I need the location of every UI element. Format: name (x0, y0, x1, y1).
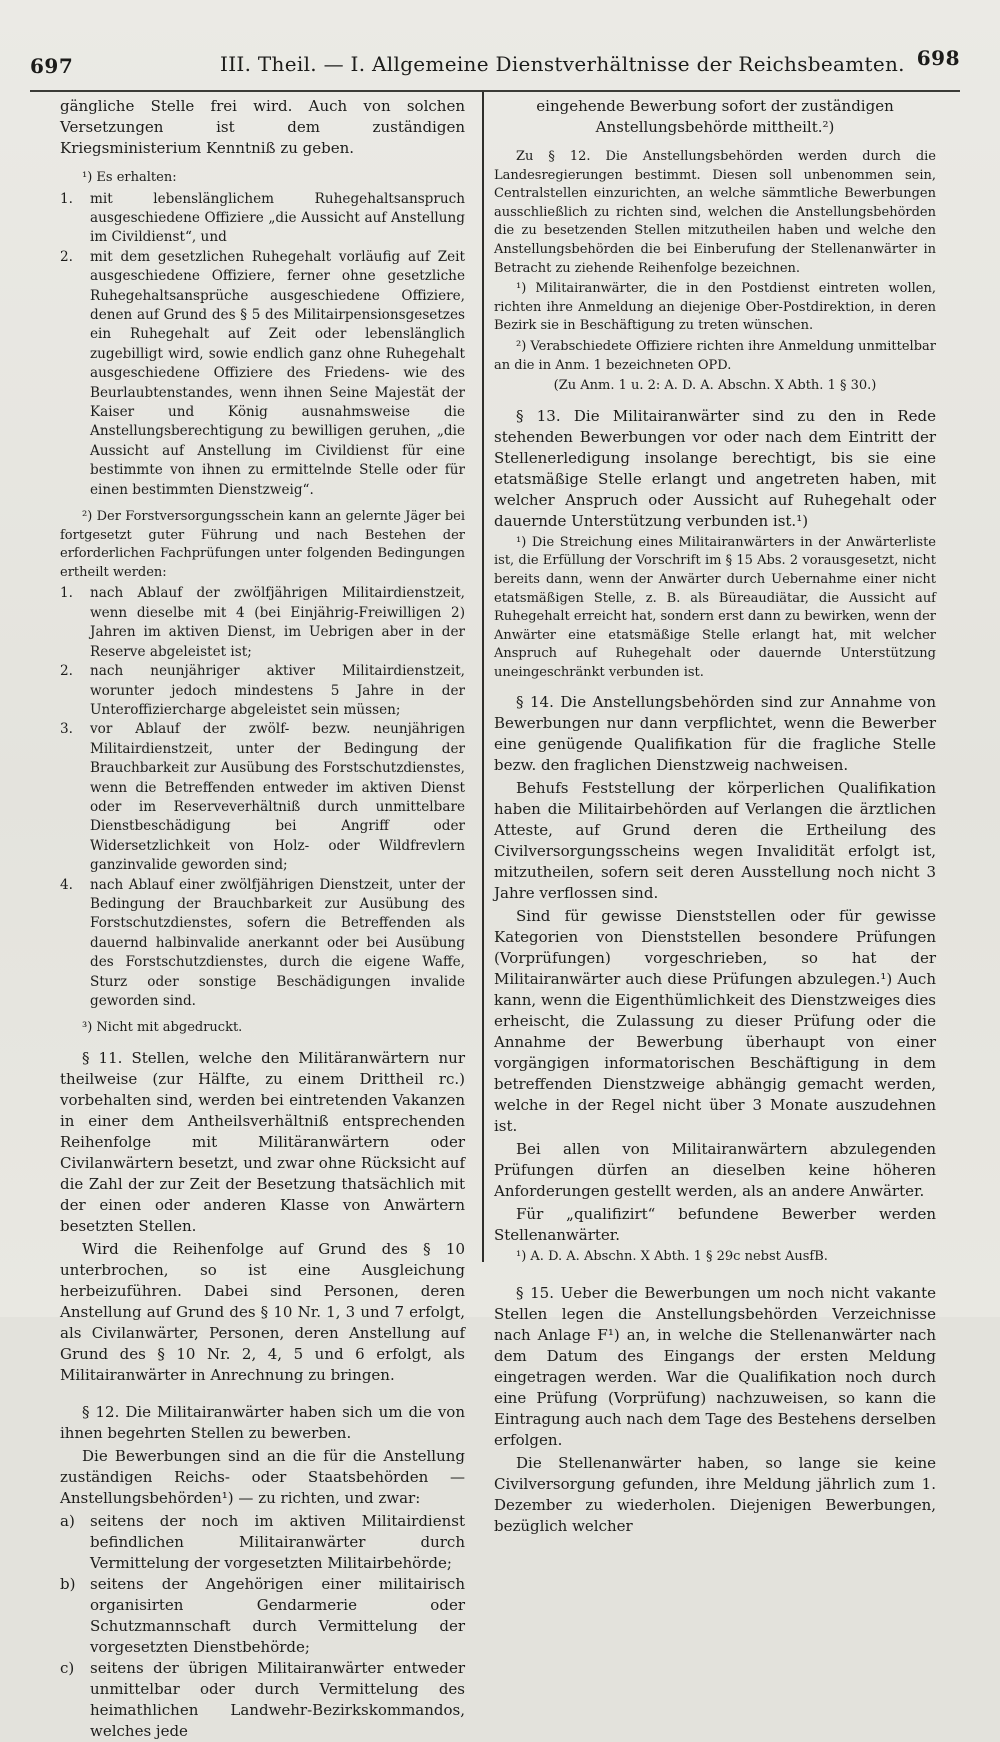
right-column (494, 96, 936, 1539)
page-header (30, 40, 960, 84)
column-divider (482, 92, 484, 1262)
page-number-left: 697 (30, 54, 74, 78)
zu-section-12-note: Zu § 12. Die Anstellungsbehörden werden durch die Landesregierungen bestimmt. Diesen soll unbenommen sein, Centralstellen einzurichten, an welche sämmtliche Bewerbungen ausschließlich zu richten sind, welchen die Anstellungsbehörden die zu besetzenden Stellen mitzutheilen haben und welche den Anstellungsbehörden die bei Einberufung der Stellenanwärter in Betracht zu ziehende Reihenfolge bezeichnen. (494, 149, 936, 276)
section-12-item (60, 1658, 465, 1742)
item-text: nach Ablauf einer zwölfjährigen Dienstzeit, unter der Bedingung der Brauchbarkeit zur Ausübung des Forstschutzdienstes, sofern die Betreffenden als dauernd halbinvalide anerkannt oder bei Ausübung des Forstschutzdienstes, durch die eigene Waffe, Sturz oder sonstige Beschädigungen invalide geworden sind. (90, 876, 465, 1009)
item-text: mit lebenslänglichem Ruhegehaltsanspruch ausgeschiedene Offiziere „die Aussicht auf Anstellung im Civildienst“, und (90, 190, 465, 246)
footnote-2-item (60, 584, 465, 662)
section-12-continuation: eingehende Bewerbung sofort der zuständigen Anstellungsbehörde mittheilt.²) (536, 97, 894, 136)
footnote-1-item (60, 190, 465, 248)
item-text: seitens der Angehörigen einer militairisch organisirten Gendarmerie oder Schutzmannschaft durch Vermittelung der vorgesetzten Dienstbehörde; (90, 1575, 465, 1656)
section-14-paragraph-3: Sind für gewisse Dienststellen oder für gewisse Kategorien von Dienststellen besondere Prüfungen (Vorprüfungen) vorgeschrieben, so hat der Militairanwärter auch diese Prüfungen abzulegen.¹) Auch kann, wenn die Eigenthümlichkeit des Dienstzweiges dies erheischt, die Zulassung zu dieser Prüfung oder die Annahme der Bewerbung überhaupt von einer vorgängigen informatorischen Beschäftigung in dem betreffenden Dienstzweige abhängig gemacht werden, welche in der Regel nicht über 3 Monate auszudehnen ist. (494, 907, 936, 1136)
section-12-item (60, 1511, 465, 1574)
item-text: nach neunjähriger aktiver Militairdienstzeit, worunter jedoch mindestens 5 Jahre in der Unteroffiziercharge abgeleistet sein müssen; (90, 663, 465, 718)
section-15-paragraph-1: § 15. Ueber die Bewerbungen um noch nicht vakante Stellen legen die Anstellungsbehörden Verzeichnisse nach Anlage F¹) an, in welche die Stellenanwärter nach dem Datum des Eingangs der ersten Meldung eingetragen werden. War die Qualifikation noch durch eine Prüfung (Vorprüfung) nachzuweisen, so kann die Eintragung auch nach dem Tage des Bestehens derselben erfolgen. (494, 1284, 936, 1450)
section-14-footnote: ¹) A. D. A. Abschn. X Abth. 1 § 29c nebst AusfB. (516, 1249, 828, 1265)
section-13-footnote: ¹) Die Streichung eines Militairanwärters in der Anwärterliste ist, die Erfüllung der Vorschrift im § 15 Abs. 2 vorausgesetzt, nicht bereits dann, wenn der Anwärter durch Uebernahme einer nicht etatsmäßigen Stelle, z. B. als Büreaudiätar, die Aussicht auf Ruhegehalt erreicht hat, sondern erst dann zu bewirken, wenn der Anwärter eine etatsmäßige Stelle erlangt hat, mit welcher Anspruch auf Ruhegehalt oder dauernde Unterstützung uneingeschränkt verbunden ist. (494, 534, 936, 680)
section-12-paragraph-1: § 12. Die Militairanwärter haben sich um die von ihnen begehrten Stellen zu bewerben. (60, 1403, 465, 1442)
item-label: 2. (60, 663, 73, 680)
item-text: nach Ablauf der zwölfjährigen Militairdienstzeit, wenn dieselbe mit 4 (bei Einjährig-Freiwilligen 2) Jahren im aktiven Dienst, im Uebrigen aber in der Reserve abgeleistet ist; (90, 585, 465, 660)
footnote-1-item (60, 248, 465, 500)
left-column (60, 96, 465, 1742)
section-14-paragraph-5: Für „qualifizirt“ befundene Bewerber werden Stellenanwärter. (494, 1205, 936, 1245)
section-13-paragraph: § 13. Die Militairanwärter sind zu den in Rede stehenden Bewerbungen vor oder nach dem Eintritt der Stellenerledigung insolange berechtigt, bis sie eine etatsmäßige Stelle erlangt und angetreten haben, mit welcher Anspruch oder Aussicht auf Ruhegehalt oder dauernde Unterstützung verbunden ist.¹) (494, 406, 936, 530)
footnote-3: ³) Nicht mit abgedruckt. (82, 1020, 243, 1036)
footnote-2-item (60, 662, 465, 720)
item-label: 2. (60, 248, 73, 265)
footnote-2-item (60, 720, 465, 875)
section-14-paragraph-2: Behufs Feststellung der körperlichen Qualifikation haben die Militairbehörden auf Verlangen die ärztlichen Atteste, auf Grund deren die Ertheilung des Civilversorgungsscheins wegen Invalidität erfolgt ist, mitzutheilen, sofern seit deren Ausstellung noch nicht 3 Jahre verflossen sind. (494, 779, 936, 903)
item-text: seitens der übrigen Militairanwärter entweder unmittelbar oder durch Vermittelung des heimathlichen Landwehr-Bezirkskommandos, welches jede (90, 1659, 465, 1740)
item-label: c) (60, 1659, 75, 1677)
footnote-2-heading: ²) Der Forstversorgungsschein kann an gelernte Jäger bei fortgesetzt guter Führung und nach Bestehen der erforderlichen Fachprüfungen unter folgenden Bedingungen ertheilt werden: (60, 509, 465, 580)
footnote-1-heading: ¹) Es erhalten: (82, 170, 177, 185)
item-label: 4. (60, 876, 73, 893)
zu-section-12-reference: (Zu Anm. 1 u. 2: A. D. A. Abschn. X Abth. 1 § 30.) (553, 378, 877, 394)
item-text: mit dem gesetzlichen Ruhegehalt vorläufig auf Zeit ausgeschiedene Offiziere, ferner ohne gesetzliche Ruhegehaltsansprüche ausgeschiedene Offiziere, denen auf Grund des § 5 des Militairpensionsgesetzes ein Ruhegehalt auf Zeit oder lebenslänglich zugebilligt wird, sowie endlich ganz ohne Ruhegehalt ausgeschiedene Offiziere des Friedens- wie des Beurlaubtenstandes, wenn ihnen Seine Majestät der Kaiser und König ausnahmsweise die Anstellungsberechtigung zu bewilligen geruhen, „die Aussicht auf Anstellung im Civildienst für eine bestimmte von ihnen zu ermittelnde Stelle oder für einen bestimmten Dienstzweig“. (90, 248, 465, 498)
section-12-paragraph-2: Die Bewerbungen sind an die für die Anstellung zuständigen Reichs- oder Staatsbehörden — Anstellungsbehörden¹) — zu richten, und zwar: (60, 1447, 465, 1507)
zu-section-12-footnote-1: ¹) Militairanwärter, die in den Postdienst eintreten wollen, richten ihre Anmeldung an diejenige Ober-Postdirektion, in deren Bezirk sie in Beschäftigung zu treten wünschen. (494, 281, 936, 334)
section-11-paragraph-2: Wird die Reihenfolge auf Grund des § 10 unterbrochen, so ist eine Ausgleichung herbeizuführen. Dabei sind Personen, deren Anstellung auf Grund des § 10 Nr. 1, 3 und 7 erfolgt, als Civilanwärter, Personen, deren Anstellung auf Grund des § 10 Nr. 2, 4, 5 und 6 erfolgt, als Militairanwärter in Anrechnung zu bringen. (60, 1240, 465, 1384)
section-15-paragraph-2: Die Stellenanwärter haben, so lange sie keine Civilversorgung gefunden, ihre Meldung jährlich zum 1. Dezember zu wiederholen. Diejenigen Bewerbungen, bezüglich welcher (494, 1454, 936, 1536)
section-14-paragraph-4: Bei allen von Militairanwärtern abzulegenden Prüfungen dürfen an dieselben keine höheren Anforderungen gestellt werden, als an andere Anwärter. (494, 1140, 936, 1201)
item-label: b) (60, 1575, 76, 1593)
item-text: seitens der noch im aktiven Militairdienst befindlichen Militairanwärter durch Vermittelung der vorgesetzten Militairbehörde; (90, 1512, 465, 1572)
item-label: 3. (60, 721, 73, 738)
section-14-paragraph-1: § 14. Die Anstellungsbehörden sind zur Annahme von Bewerbungen nur dann verpflichtet, wenn die Bewerber eine genügende Qualifikation für die fragliche Stelle bezw. den fraglichen Dienstzweig nachweisen. (494, 693, 936, 775)
item-label: 1. (60, 585, 73, 602)
section-11-paragraph-1: § 11. Stellen, welche den Militäranwärtern nur theilweise (zur Hälfte, zu einem Drittheil rc.) vorbehalten sind, werden bei eintretenden Vakanzen in einer dem Antheilsverhältniß entsprechenden Reihenfolge mit Militäranwärtern oder Civilanwärtern besetzt, und zwar ohne Rücksicht auf die Zahl der zur Zeit der Besetzung thatsächlich mit der einen oder anderen Klasse von Anwärtern besetzten Stellen. (60, 1049, 465, 1235)
item-label: 1. (60, 190, 73, 207)
item-text: vor Ablauf der zwölf- bezw. neunjährigen Militairdienstzeit, unter der Bedingung der Brauchbarkeit zur Ausübung des Forstschutzdienstes, wenn die Betreffenden entweder im aktiven Dienst oder im Reserveverhältniß durch unmittelbare Dienstbeschädigung bei Angriff oder Widersetzlichkeit von Holz- oder Wildfrevlern ganzinvalide geworden sind; (90, 721, 465, 874)
item-label: a) (60, 1512, 75, 1530)
running-head: III. Theil. — I. Allgemeine Dienstverhältnisse der Reichsbeamten. (220, 52, 905, 76)
intro-paragraph: gängliche Stelle frei wird. Auch von solchen Versetzungen ist dem zuständigen Kriegsministerium Kenntniß zu geben. (60, 97, 465, 157)
page-number-right: 698 (916, 46, 960, 70)
section-12-item (60, 1574, 465, 1658)
footnote-2-item (60, 876, 465, 1012)
zu-section-12-footnote-2: ²) Verabschiedete Offiziere richten ihre Anmeldung unmittelbar an die in Anm. 1 bezeichneten OPD. (494, 338, 936, 373)
header-rule (30, 90, 960, 92)
